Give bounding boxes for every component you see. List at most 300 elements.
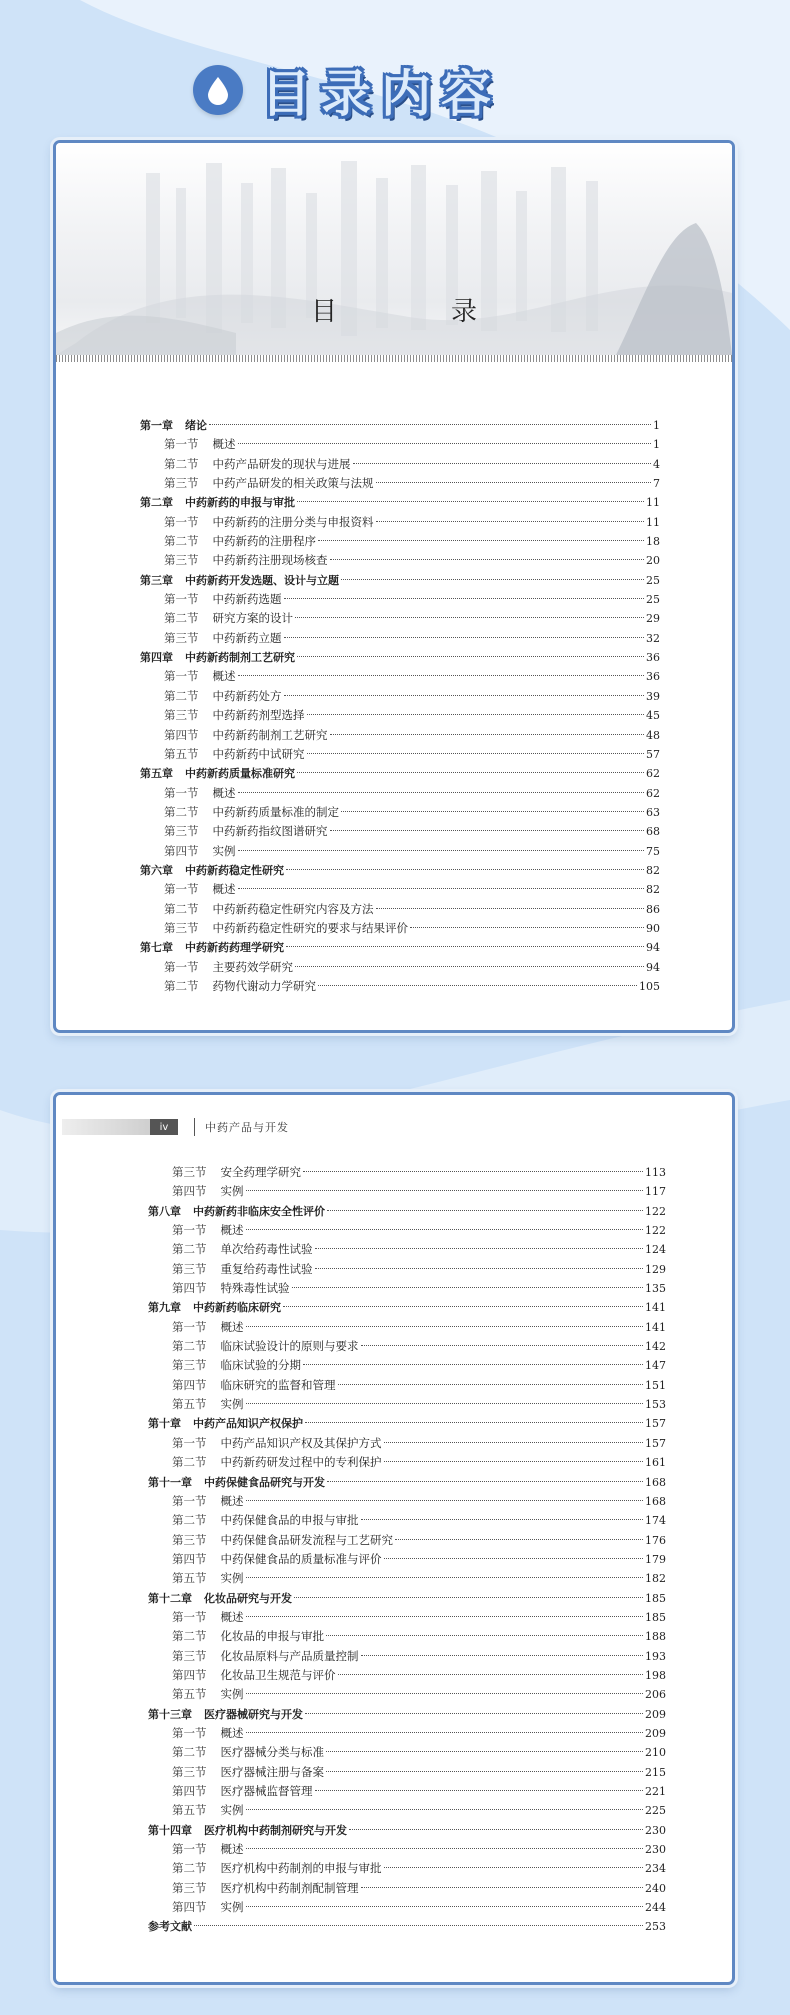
toc-entry-label: 概述 bbox=[220, 1725, 244, 1740]
toc-entry-number: 第四节 bbox=[164, 843, 199, 858]
toc-entry-label: 实例 bbox=[220, 1397, 244, 1412]
toc-page-number: 174 bbox=[645, 1514, 666, 1528]
toc-section-entry bbox=[140, 551, 660, 570]
toc-dot-leader bbox=[384, 1442, 644, 1443]
toc-section-entry bbox=[140, 880, 660, 899]
toc-section-entry bbox=[148, 1801, 666, 1820]
toc-page-number: 135 bbox=[645, 1282, 666, 1296]
toc-entry-label: 中药产品知识产权及其保护方式 bbox=[220, 1435, 382, 1450]
toc-dot-leader bbox=[384, 1461, 644, 1462]
toc-entry-label: 概述 bbox=[212, 437, 236, 452]
toc-dot-leader bbox=[341, 579, 644, 580]
toc-dot-leader bbox=[307, 714, 645, 715]
toc-section-entry bbox=[148, 1260, 666, 1279]
toc-entry-number: 第二节 bbox=[172, 1339, 207, 1354]
toc-page-number: 7 bbox=[653, 477, 660, 491]
toc-entry-label: 化妆品研究与开发 bbox=[204, 1591, 292, 1605]
toc-entry-label: 实例 bbox=[220, 1900, 244, 1915]
toc-page-number: 36 bbox=[646, 670, 660, 684]
toc-section-entry bbox=[148, 1608, 666, 1627]
toc-page-number: 124 bbox=[645, 1243, 666, 1257]
toc-entry-label: 中药新药中试研究 bbox=[212, 746, 305, 761]
toc-dot-leader bbox=[246, 1732, 644, 1733]
toc-entry-label: 概述 bbox=[212, 882, 236, 897]
toc-page-number: 86 bbox=[646, 902, 660, 916]
toc-entry-label: 重复给药毒性试验 bbox=[220, 1261, 313, 1276]
toc-page-number: 122 bbox=[645, 1224, 666, 1238]
toc-page-number: 209 bbox=[645, 1726, 666, 1740]
toc-entry-number: 第二节 bbox=[164, 534, 199, 549]
toc-page-number: 141 bbox=[645, 1320, 666, 1334]
toc-page-number: 75 bbox=[646, 844, 660, 858]
toc-section-entry bbox=[140, 919, 660, 938]
toc-page-number: 168 bbox=[645, 1475, 666, 1489]
toc-page-number: 147 bbox=[645, 1359, 666, 1373]
toc-dot-leader bbox=[286, 869, 644, 870]
toc-dot-leader bbox=[376, 482, 652, 483]
toc-entry-label: 中药保健食品的申报与审批 bbox=[220, 1513, 359, 1528]
toc-entry-number: 第四节 bbox=[164, 727, 199, 742]
toc-list bbox=[148, 1163, 666, 1937]
toc-page-number: 215 bbox=[645, 1765, 666, 1779]
toc-section-entry bbox=[148, 1240, 666, 1259]
toc-dot-leader bbox=[209, 424, 651, 425]
toc-entry-label: 概述 bbox=[212, 669, 236, 684]
toc-chapter-entry bbox=[140, 938, 660, 957]
toc-entry-number: 第四节 bbox=[172, 1900, 207, 1915]
toc-entry-label: 医疗器械监督管理 bbox=[220, 1784, 313, 1798]
toc-page-number: 230 bbox=[645, 1843, 666, 1857]
toc-page-number: 1 bbox=[653, 438, 660, 452]
section-header bbox=[193, 58, 501, 122]
toc-page-number: 11 bbox=[646, 496, 660, 510]
toc-dot-leader bbox=[238, 850, 645, 851]
toc-section-entry bbox=[148, 1666, 666, 1685]
toc-entry-label: 参考文献 bbox=[148, 1920, 192, 1934]
toc-section-entry bbox=[148, 1279, 666, 1298]
toc-entry-number: 第一节 bbox=[164, 959, 199, 974]
toc-dot-leader bbox=[376, 521, 645, 522]
toc-entry-number: 第二节 bbox=[164, 456, 199, 471]
toc-entry-number: 第三节 bbox=[164, 476, 199, 491]
toc-entry-label: 医疗器械分类与标准 bbox=[220, 1745, 324, 1760]
toc-section-entry bbox=[148, 1743, 666, 1762]
toc-page-number: 63 bbox=[646, 805, 660, 819]
toc-entry-number: 第一节 bbox=[172, 1493, 207, 1508]
toc-dot-leader bbox=[341, 811, 644, 812]
toc-dot-leader bbox=[194, 1925, 643, 1926]
toc-dot-leader bbox=[246, 1326, 644, 1327]
toc-dot-leader bbox=[330, 559, 645, 560]
toc-dot-leader bbox=[284, 695, 645, 696]
toc-entry-number: 第二节 bbox=[172, 1242, 207, 1257]
toc-section-entry bbox=[148, 1356, 666, 1375]
toc-entry-number: 第一节 bbox=[164, 669, 199, 684]
toc-entry-label: 实例 bbox=[220, 1571, 244, 1586]
toc-entry-label: 中药新药非临床安全性评价 bbox=[193, 1204, 325, 1218]
toc-dot-leader bbox=[318, 985, 637, 986]
toc-entry-number: 第九章 bbox=[148, 1301, 181, 1315]
toc-entry-label: 中药新药的注册分类与申报资料 bbox=[212, 514, 374, 529]
toc-chapter-entry bbox=[140, 764, 660, 783]
toc-section-entry bbox=[140, 667, 660, 686]
toc-dot-leader bbox=[361, 1519, 644, 1520]
toc-entry-label: 特殊毒性试验 bbox=[220, 1281, 290, 1296]
toc-entry-number: 第一节 bbox=[172, 1435, 207, 1450]
toc-page-number: 45 bbox=[646, 709, 660, 723]
toc-chapter-entry bbox=[148, 1414, 666, 1433]
toc-entry-label: 中药新药注册现场核查 bbox=[212, 553, 328, 568]
toc-page-number: 244 bbox=[645, 1901, 666, 1915]
toc-page-number: 225 bbox=[645, 1804, 666, 1818]
toc-entry-label: 绪论 bbox=[185, 419, 207, 432]
toc-dot-leader bbox=[238, 792, 645, 793]
toc-entry-number: 第五节 bbox=[164, 746, 199, 761]
toc-page-number: 94 bbox=[646, 941, 660, 955]
toc-dot-leader bbox=[326, 1635, 643, 1636]
toc-chapter-entry bbox=[148, 1705, 666, 1724]
toc-entry-label: 实例 bbox=[220, 1184, 244, 1199]
toc-dot-leader bbox=[384, 1558, 644, 1559]
toc-entry-label: 中药新药剂型选择 bbox=[212, 708, 305, 723]
toc-page-number: 141 bbox=[645, 1301, 666, 1315]
toc-dot-leader bbox=[303, 1171, 643, 1172]
toc-section-entry bbox=[140, 822, 660, 841]
toc-dot-leader bbox=[330, 734, 645, 735]
toc-dot-leader bbox=[246, 1906, 644, 1907]
toc-entry-label: 中药新药制剂工艺研究 bbox=[185, 651, 295, 665]
toc-page-number: 105 bbox=[639, 979, 660, 993]
toc-section-entry bbox=[140, 513, 660, 532]
toc-section-entry bbox=[140, 958, 660, 977]
toc-page-number: 62 bbox=[646, 767, 660, 781]
toc-entry-number: 第一节 bbox=[172, 1223, 207, 1238]
toc-page-number: 198 bbox=[645, 1668, 666, 1682]
toc-dot-leader bbox=[246, 1693, 644, 1694]
toc-entry-number: 第三节 bbox=[164, 824, 199, 839]
toc-entry-label: 中药产品知识产权保护 bbox=[193, 1417, 303, 1431]
toc-entry-label: 医疗机构中药制剂配制管理 bbox=[220, 1880, 359, 1895]
toc-chapter-entry bbox=[148, 1589, 666, 1608]
toc-section-entry bbox=[148, 1318, 666, 1337]
toc-section-entry bbox=[140, 842, 660, 861]
toc-entry-number: 第十章 bbox=[148, 1417, 181, 1431]
toc-section-entry bbox=[148, 1395, 666, 1414]
toc-page-number: 157 bbox=[645, 1436, 666, 1450]
toc-section-entry bbox=[148, 1685, 666, 1704]
toc-entry-label: 化妆品原料与产品质量控制 bbox=[220, 1648, 359, 1663]
toc-page-number: 117 bbox=[645, 1185, 666, 1199]
toc-page-number: 32 bbox=[646, 631, 660, 645]
toc-dot-leader bbox=[238, 888, 645, 889]
toc-dot-leader bbox=[295, 966, 644, 967]
toc-section-entry bbox=[140, 590, 660, 609]
toc-entry-number: 第五章 bbox=[140, 767, 173, 781]
toc-entry-label: 中药新药制剂工艺研究 bbox=[212, 727, 328, 742]
toc-page-number: 209 bbox=[645, 1707, 666, 1721]
toc-chapter-entry bbox=[148, 1298, 666, 1317]
toc-section-entry bbox=[140, 532, 660, 551]
toc-dot-leader bbox=[315, 1248, 644, 1249]
toc-entry-number: 第二节 bbox=[164, 688, 199, 703]
toc-entry-label: 概述 bbox=[212, 785, 236, 800]
toc-dot-leader bbox=[326, 1771, 643, 1772]
toc-entry-label: 化妆品的申报与审批 bbox=[220, 1629, 324, 1644]
toc-dot-leader bbox=[246, 1577, 644, 1578]
toc-entry-number: 第十一章 bbox=[148, 1475, 192, 1489]
toc-page-number: 1 bbox=[653, 419, 660, 432]
toc-page-number: 18 bbox=[646, 535, 660, 549]
toc-dot-leader bbox=[395, 1539, 643, 1540]
toc-dot-leader bbox=[297, 501, 644, 502]
toc-entry-label: 中药新药选题 bbox=[212, 592, 282, 607]
toc-entry-label: 概述 bbox=[220, 1223, 244, 1238]
toc-page-number: 25 bbox=[646, 573, 660, 587]
toc-page-number: 113 bbox=[645, 1166, 666, 1179]
toc-dot-leader bbox=[384, 1867, 644, 1868]
toc-entry-label: 医疗机构中药制剂研究与开发 bbox=[204, 1823, 347, 1837]
toc-entry-number: 第三节 bbox=[172, 1165, 207, 1179]
toc-dot-leader bbox=[305, 1422, 643, 1423]
toc-entry-number: 第三章 bbox=[140, 573, 173, 587]
toc-page-number: 234 bbox=[645, 1862, 666, 1876]
toc-entry-number: 第二节 bbox=[164, 611, 199, 626]
toc-chapter-entry bbox=[148, 1821, 666, 1840]
toc-entry-label: 临床研究的监督和管理 bbox=[220, 1377, 336, 1392]
toc-dot-leader bbox=[297, 656, 644, 657]
toc-section-entry bbox=[148, 1221, 666, 1240]
toc-page-number: 20 bbox=[646, 554, 660, 568]
running-head-bar bbox=[62, 1119, 150, 1135]
toc-dot-leader bbox=[361, 1887, 644, 1888]
toc-page-number: 179 bbox=[645, 1552, 666, 1566]
toc-entry-number: 第七章 bbox=[140, 941, 173, 955]
toc-entry-label: 中药新药稳定性研究的要求与结果评价 bbox=[212, 920, 408, 935]
toc-entry-label: 中药新药立题 bbox=[212, 630, 282, 645]
toc-chapter-entry bbox=[140, 571, 660, 590]
toc-entry-label: 中药新药指纹图谱研究 bbox=[212, 824, 328, 839]
toc-section-entry bbox=[148, 1859, 666, 1878]
toc-section-entry bbox=[148, 1840, 666, 1859]
toc-chapter-entry bbox=[148, 1202, 666, 1221]
toc-dot-leader bbox=[303, 1364, 643, 1365]
running-head-divider bbox=[194, 1118, 195, 1136]
toc-dot-leader bbox=[238, 675, 645, 676]
toc-entry-label: 概述 bbox=[220, 1609, 244, 1624]
toc-page-number: 151 bbox=[645, 1378, 666, 1392]
toc-dot-leader bbox=[292, 1287, 644, 1288]
toc-entry-label: 概述 bbox=[220, 1493, 244, 1508]
toc-entry-number: 第三节 bbox=[164, 553, 199, 568]
toc-page-number: 25 bbox=[646, 593, 660, 607]
toc-dot-leader bbox=[305, 1713, 643, 1714]
toc-entry-label: 概述 bbox=[220, 1842, 244, 1857]
toc-entry-number: 第四节 bbox=[172, 1377, 207, 1392]
toc-dot-leader bbox=[246, 1229, 644, 1230]
toc-dot-leader bbox=[246, 1809, 644, 1810]
toc-entry-number: 第三节 bbox=[172, 1358, 207, 1373]
toc-dot-leader bbox=[353, 463, 652, 464]
toc-entry-number: 第二节 bbox=[172, 1455, 207, 1470]
toc-chapter-entry bbox=[140, 648, 660, 667]
toc-page-number: 62 bbox=[646, 786, 660, 800]
toc-section-entry bbox=[148, 1782, 666, 1801]
toc-entry-label: 医疗器械研究与开发 bbox=[204, 1707, 303, 1721]
toc-section-entry bbox=[140, 629, 660, 648]
toc-dot-leader bbox=[330, 830, 645, 831]
toc-entry-label: 中药新药质量标准的制定 bbox=[212, 804, 339, 819]
page-number: iv bbox=[150, 1119, 178, 1135]
toc-entry-label: 医疗机构中药制剂的申报与审批 bbox=[220, 1861, 382, 1876]
toc-entry-label: 中药产品研发的相关政策与法规 bbox=[212, 476, 374, 491]
toc-dot-leader bbox=[238, 443, 652, 444]
toc-chapter-entry bbox=[140, 416, 660, 435]
toc-page-number: 161 bbox=[645, 1456, 666, 1470]
toc-dot-leader bbox=[318, 540, 644, 541]
toc-page-number: 188 bbox=[645, 1630, 666, 1644]
toc-entry-number: 第五节 bbox=[172, 1397, 207, 1412]
toc-entry-number: 第二节 bbox=[172, 1629, 207, 1644]
toc-page-number: 168 bbox=[645, 1494, 666, 1508]
toc-page-number: 68 bbox=[646, 825, 660, 839]
toc-entry-label: 中药新药开发选题、设计与立题 bbox=[185, 573, 339, 587]
toc-dot-leader bbox=[410, 927, 644, 928]
toc-page-number: 253 bbox=[645, 1920, 666, 1934]
toc-section-entry bbox=[148, 1531, 666, 1550]
toc-section-entry bbox=[140, 745, 660, 764]
toc-entry-number: 第一节 bbox=[164, 592, 199, 607]
toc-entry-label: 主要药效学研究 bbox=[212, 959, 293, 974]
toc-entry-number: 第二节 bbox=[164, 901, 199, 916]
toc-page-number: 4 bbox=[653, 457, 660, 471]
toc-entry-label: 中药新药稳定性研究内容及方法 bbox=[212, 901, 374, 916]
toc-dot-leader bbox=[338, 1384, 644, 1385]
toc-section-entry bbox=[148, 1569, 666, 1588]
toc-page-number: 185 bbox=[645, 1610, 666, 1624]
toc-page-number: 210 bbox=[645, 1746, 666, 1760]
toc-entry-number: 第三节 bbox=[164, 708, 199, 723]
toc-section-entry bbox=[148, 1763, 666, 1782]
toc-entry-label: 安全药理学研究 bbox=[220, 1165, 301, 1179]
toc-entry-label: 实例 bbox=[220, 1803, 244, 1818]
toc-dot-leader bbox=[327, 1481, 643, 1482]
toc-entry-number: 第一节 bbox=[164, 514, 199, 529]
toc-dot-leader bbox=[246, 1403, 644, 1404]
toc-section-entry bbox=[148, 1337, 666, 1356]
toc-dot-leader bbox=[315, 1268, 644, 1269]
toc-page-number: 185 bbox=[645, 1591, 666, 1605]
toc-page-number: 82 bbox=[646, 883, 660, 897]
toc-entry-number: 第二节 bbox=[172, 1513, 207, 1528]
toc-section-entry bbox=[148, 1182, 666, 1201]
toc-entry-number: 第三节 bbox=[172, 1532, 207, 1547]
toc-section-entry bbox=[140, 726, 660, 745]
toc-entry-label: 实例 bbox=[212, 843, 236, 858]
toc-dot-leader bbox=[284, 598, 645, 599]
toc-entry-label: 临床试验的分期 bbox=[220, 1358, 301, 1373]
toc-entry-number: 第二节 bbox=[172, 1861, 207, 1876]
toc-page-number: 206 bbox=[645, 1688, 666, 1702]
toc-page-number: 193 bbox=[645, 1649, 666, 1663]
section-title: 目录内容 bbox=[261, 65, 501, 123]
toc-page-2 bbox=[53, 1092, 735, 1985]
toc-dot-leader bbox=[361, 1655, 644, 1656]
toc-dot-leader bbox=[294, 1597, 643, 1598]
toc-entry-number: 第八章 bbox=[148, 1204, 181, 1218]
toc-dot-leader bbox=[246, 1848, 644, 1849]
toc-entry-label: 中药新药临床研究 bbox=[193, 1301, 281, 1315]
toc-section-entry bbox=[148, 1647, 666, 1666]
toc-entry-number: 第三节 bbox=[172, 1880, 207, 1895]
toc-page-number: 48 bbox=[646, 728, 660, 742]
toc-entry-number: 第一节 bbox=[164, 882, 199, 897]
toc-entry-number: 第二章 bbox=[140, 496, 173, 510]
toc-entry-number: 第六章 bbox=[140, 863, 173, 877]
toc-section-entry bbox=[140, 803, 660, 822]
toc-entry-label: 中药保健食品的质量标准与评价 bbox=[220, 1551, 382, 1566]
toc-dot-leader bbox=[307, 753, 645, 754]
toc-chapter-entry bbox=[148, 1917, 666, 1936]
toc-dot-leader bbox=[295, 617, 644, 618]
toc-page-number: 57 bbox=[646, 747, 660, 761]
toc-section-entry bbox=[148, 1511, 666, 1530]
toc-entry-label: 中药产品研发的现状与进展 bbox=[212, 456, 351, 471]
toc-entry-number: 第一节 bbox=[164, 437, 199, 452]
toc-entry-number: 第五节 bbox=[172, 1571, 207, 1586]
toc-entry-label: 中药新药的申报与审批 bbox=[185, 496, 295, 510]
toc-section-entry bbox=[148, 1898, 666, 1917]
toc-entry-number: 第二节 bbox=[164, 978, 199, 993]
toc-entry-number: 第三节 bbox=[172, 1261, 207, 1276]
toc-page-number: 176 bbox=[645, 1533, 666, 1547]
toc-entry-number: 第五节 bbox=[172, 1687, 207, 1702]
toc-page-number: 221 bbox=[645, 1785, 666, 1798]
toc-section-entry bbox=[148, 1627, 666, 1646]
toc-section-entry bbox=[140, 455, 660, 474]
toc-dot-leader bbox=[284, 637, 645, 638]
toc-section-entry bbox=[140, 784, 660, 803]
toc-entry-label: 中药新药处方 bbox=[212, 688, 282, 703]
toc-page-number: 153 bbox=[645, 1398, 666, 1412]
toc-entry-number: 第三节 bbox=[164, 920, 199, 935]
toc-title: 目 录 bbox=[310, 297, 521, 327]
toc-section-entry bbox=[140, 687, 660, 706]
toc-page-number: 94 bbox=[646, 960, 660, 974]
toc-section-entry bbox=[148, 1453, 666, 1472]
toc-dot-leader bbox=[246, 1616, 644, 1617]
toc-entry-number: 第二节 bbox=[172, 1745, 207, 1760]
toc-entry-label: 中药保健食品研发流程与工艺研究 bbox=[220, 1532, 393, 1547]
toc-list bbox=[140, 416, 660, 996]
toc-dot-leader bbox=[286, 946, 644, 947]
toc-entry-label: 医疗器械注册与备案 bbox=[220, 1764, 324, 1779]
toc-page-number: 90 bbox=[646, 921, 660, 935]
toc-entry-label: 临床试验设计的原则与要求 bbox=[220, 1339, 359, 1354]
toc-entry-number: 第四节 bbox=[172, 1184, 207, 1199]
toc-section-entry bbox=[140, 609, 660, 628]
toc-section-entry bbox=[148, 1376, 666, 1395]
toc-dot-leader bbox=[327, 1210, 643, 1211]
toc-entry-number: 第十四章 bbox=[148, 1823, 192, 1837]
toc-section-entry bbox=[148, 1879, 666, 1898]
toc-section-entry bbox=[148, 1550, 666, 1569]
toc-entry-label: 实例 bbox=[220, 1687, 244, 1702]
toc-chapter-entry bbox=[140, 493, 660, 512]
toc-entry-label: 单次给药毒性试验 bbox=[220, 1242, 313, 1257]
toc-page-number: 82 bbox=[646, 863, 660, 877]
toc-dot-leader bbox=[246, 1500, 644, 1501]
toc-section-entry bbox=[140, 900, 660, 919]
